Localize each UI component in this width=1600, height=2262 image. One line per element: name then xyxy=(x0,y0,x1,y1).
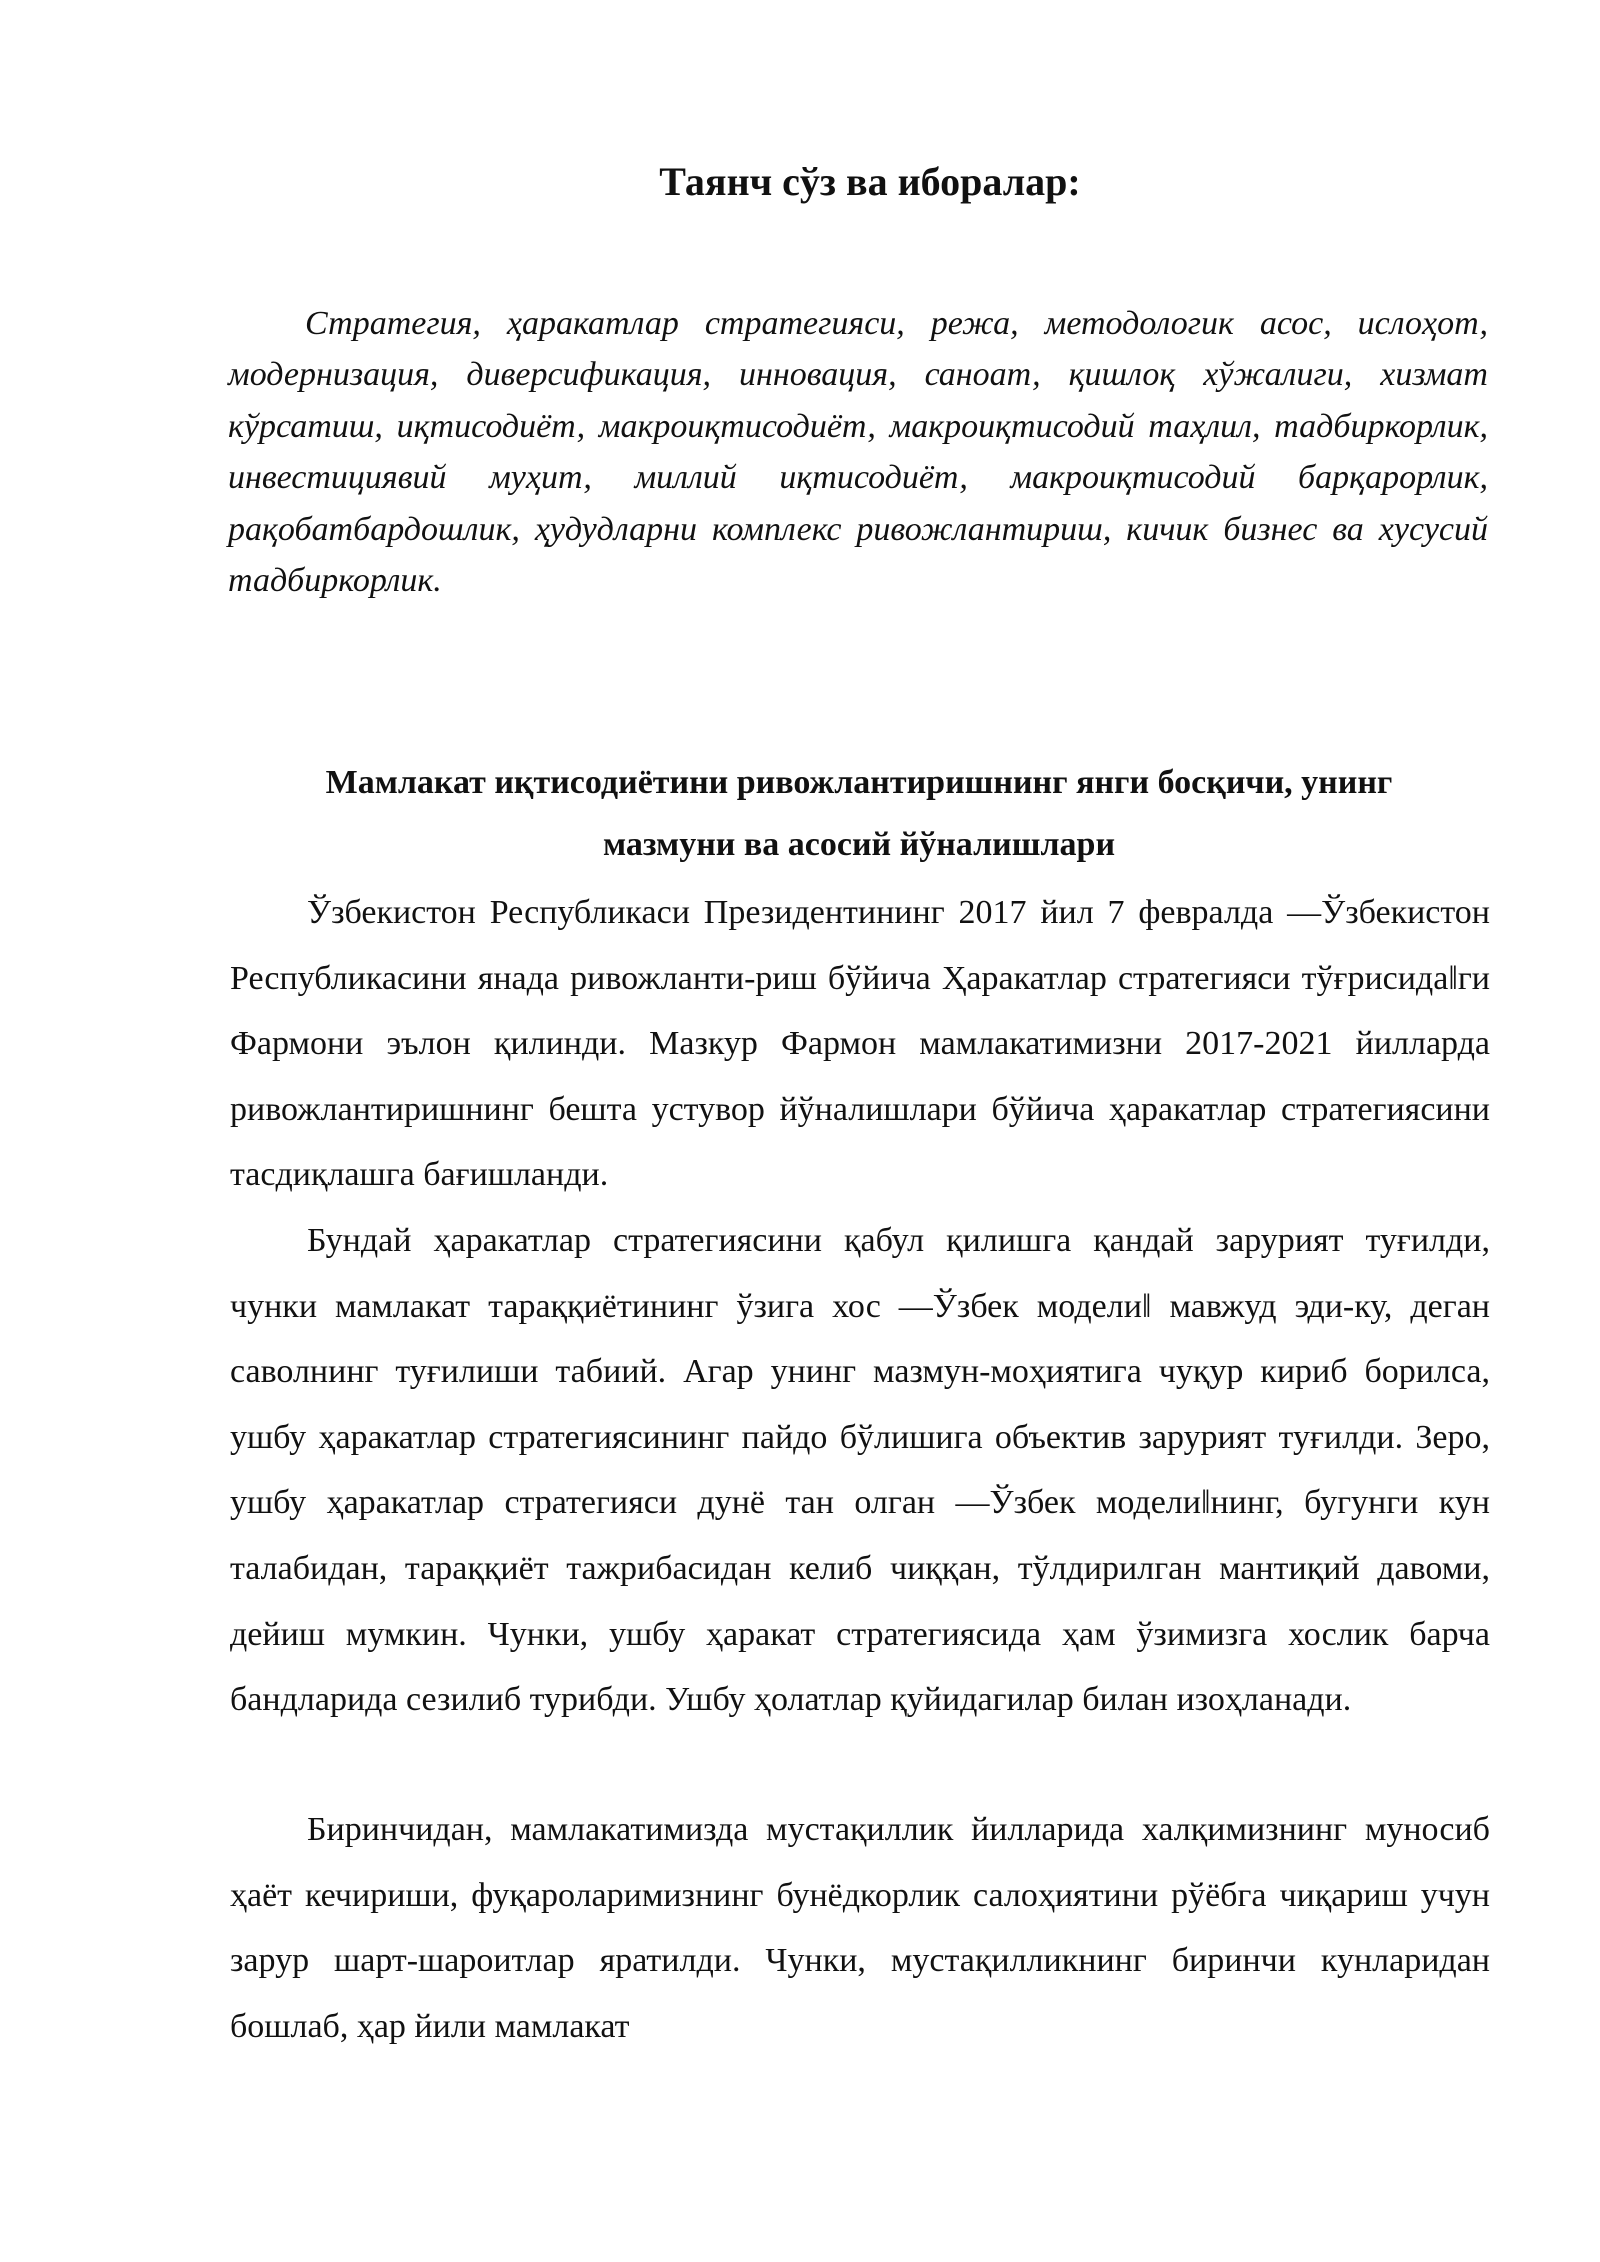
keywords-paragraph: Стратегия, ҳаракатлар стратегияси, режа, методологик асос, ислоҳот, модернизация, диверсификация, инновация, саноат, қишлоқ хўжалиги, хизмат кўрсатиш, иқтисодиёт, макроиқтисодиёт, макроиқтисодий таҳлил, тадбиркорлик, инвестициявий муҳит, миллий иқтисодиёт, макроиқтисодий барқарорлик, рақобатбардошлик, ҳудудларни комплекс ривожлантириш, кичик бизнес ва хусусий тадбиркорлик. xyxy=(228,305,1488,600)
page-title: Таянч сўз ва иборалар: xyxy=(659,159,1081,204)
section-heading-line-1: Мамлакат иқтисодиётини ривожлантиришнинг янги босқичи, унинг xyxy=(325,764,1393,801)
section-heading xyxy=(228,752,1490,876)
body-paragraph: Ўзбекистон Республикаси Президентининг 2017 йил 7 февралда ―Ўзбекистон Республикасини янада ривожланти-риш бўйича Ҳаракатлар стратегияси тўғрисида‖ги Фармони эълон қилинди. Мазкур Фармон мамлакатимизни 2017-2021 йилларда ривожлантиришнинг бешта устувор йўналишлари бўйича ҳаракатлар стратегиясини тасдиқлашга бағишланди. xyxy=(230,894,1490,1194)
body-paragraph: Биринчидан, мамлакатимизда мустақиллик йилларида халқимизнинг муносиб ҳаёт кечириши, фуқароларимизнинг бунёдкорлик салоҳиятини рўёбга чиқариш учун зарур шарт-шароитлар яратилди. Чунки, мустақилликнинг биринчи кунларидан бошлаб, ҳар йили мамлакат xyxy=(230,1811,1490,2045)
body-paragraph: Бундай ҳаракатлар стратегиясини қабул қилишга қандай зарурият туғилди, чунки мамлакат тараққиётининг ўзига хос ―Ўзбек модели‖ мавжуд эди-ку, деган саволнинг туғилиши табиий. Агар унинг мазмун-моҳиятига чуқур кириб борилса, ушбу ҳаракатлар стратегиясининг пайдо бўлишига объектив зарурият туғилди. Зеро, ушбу ҳаракатлар стратегияси дунё тан олган ―Ўзбек модели‖нинг, бугунги кун талабидан, тараққиёт тажрибасидан келиб чиққан, тўлдирилган мантиқий давоми, дейиш мумкин. Чунки, ушбу ҳаракат стратегиясида ҳам ўзимизга хослик барча бандларида сезилиб турибди. Ушбу ҳолатлар қуйидагилар билан изоҳланади. xyxy=(230,1222,1490,1719)
section-heading-line-2: мазмуни ва асосий йўналишлари xyxy=(602,826,1116,863)
